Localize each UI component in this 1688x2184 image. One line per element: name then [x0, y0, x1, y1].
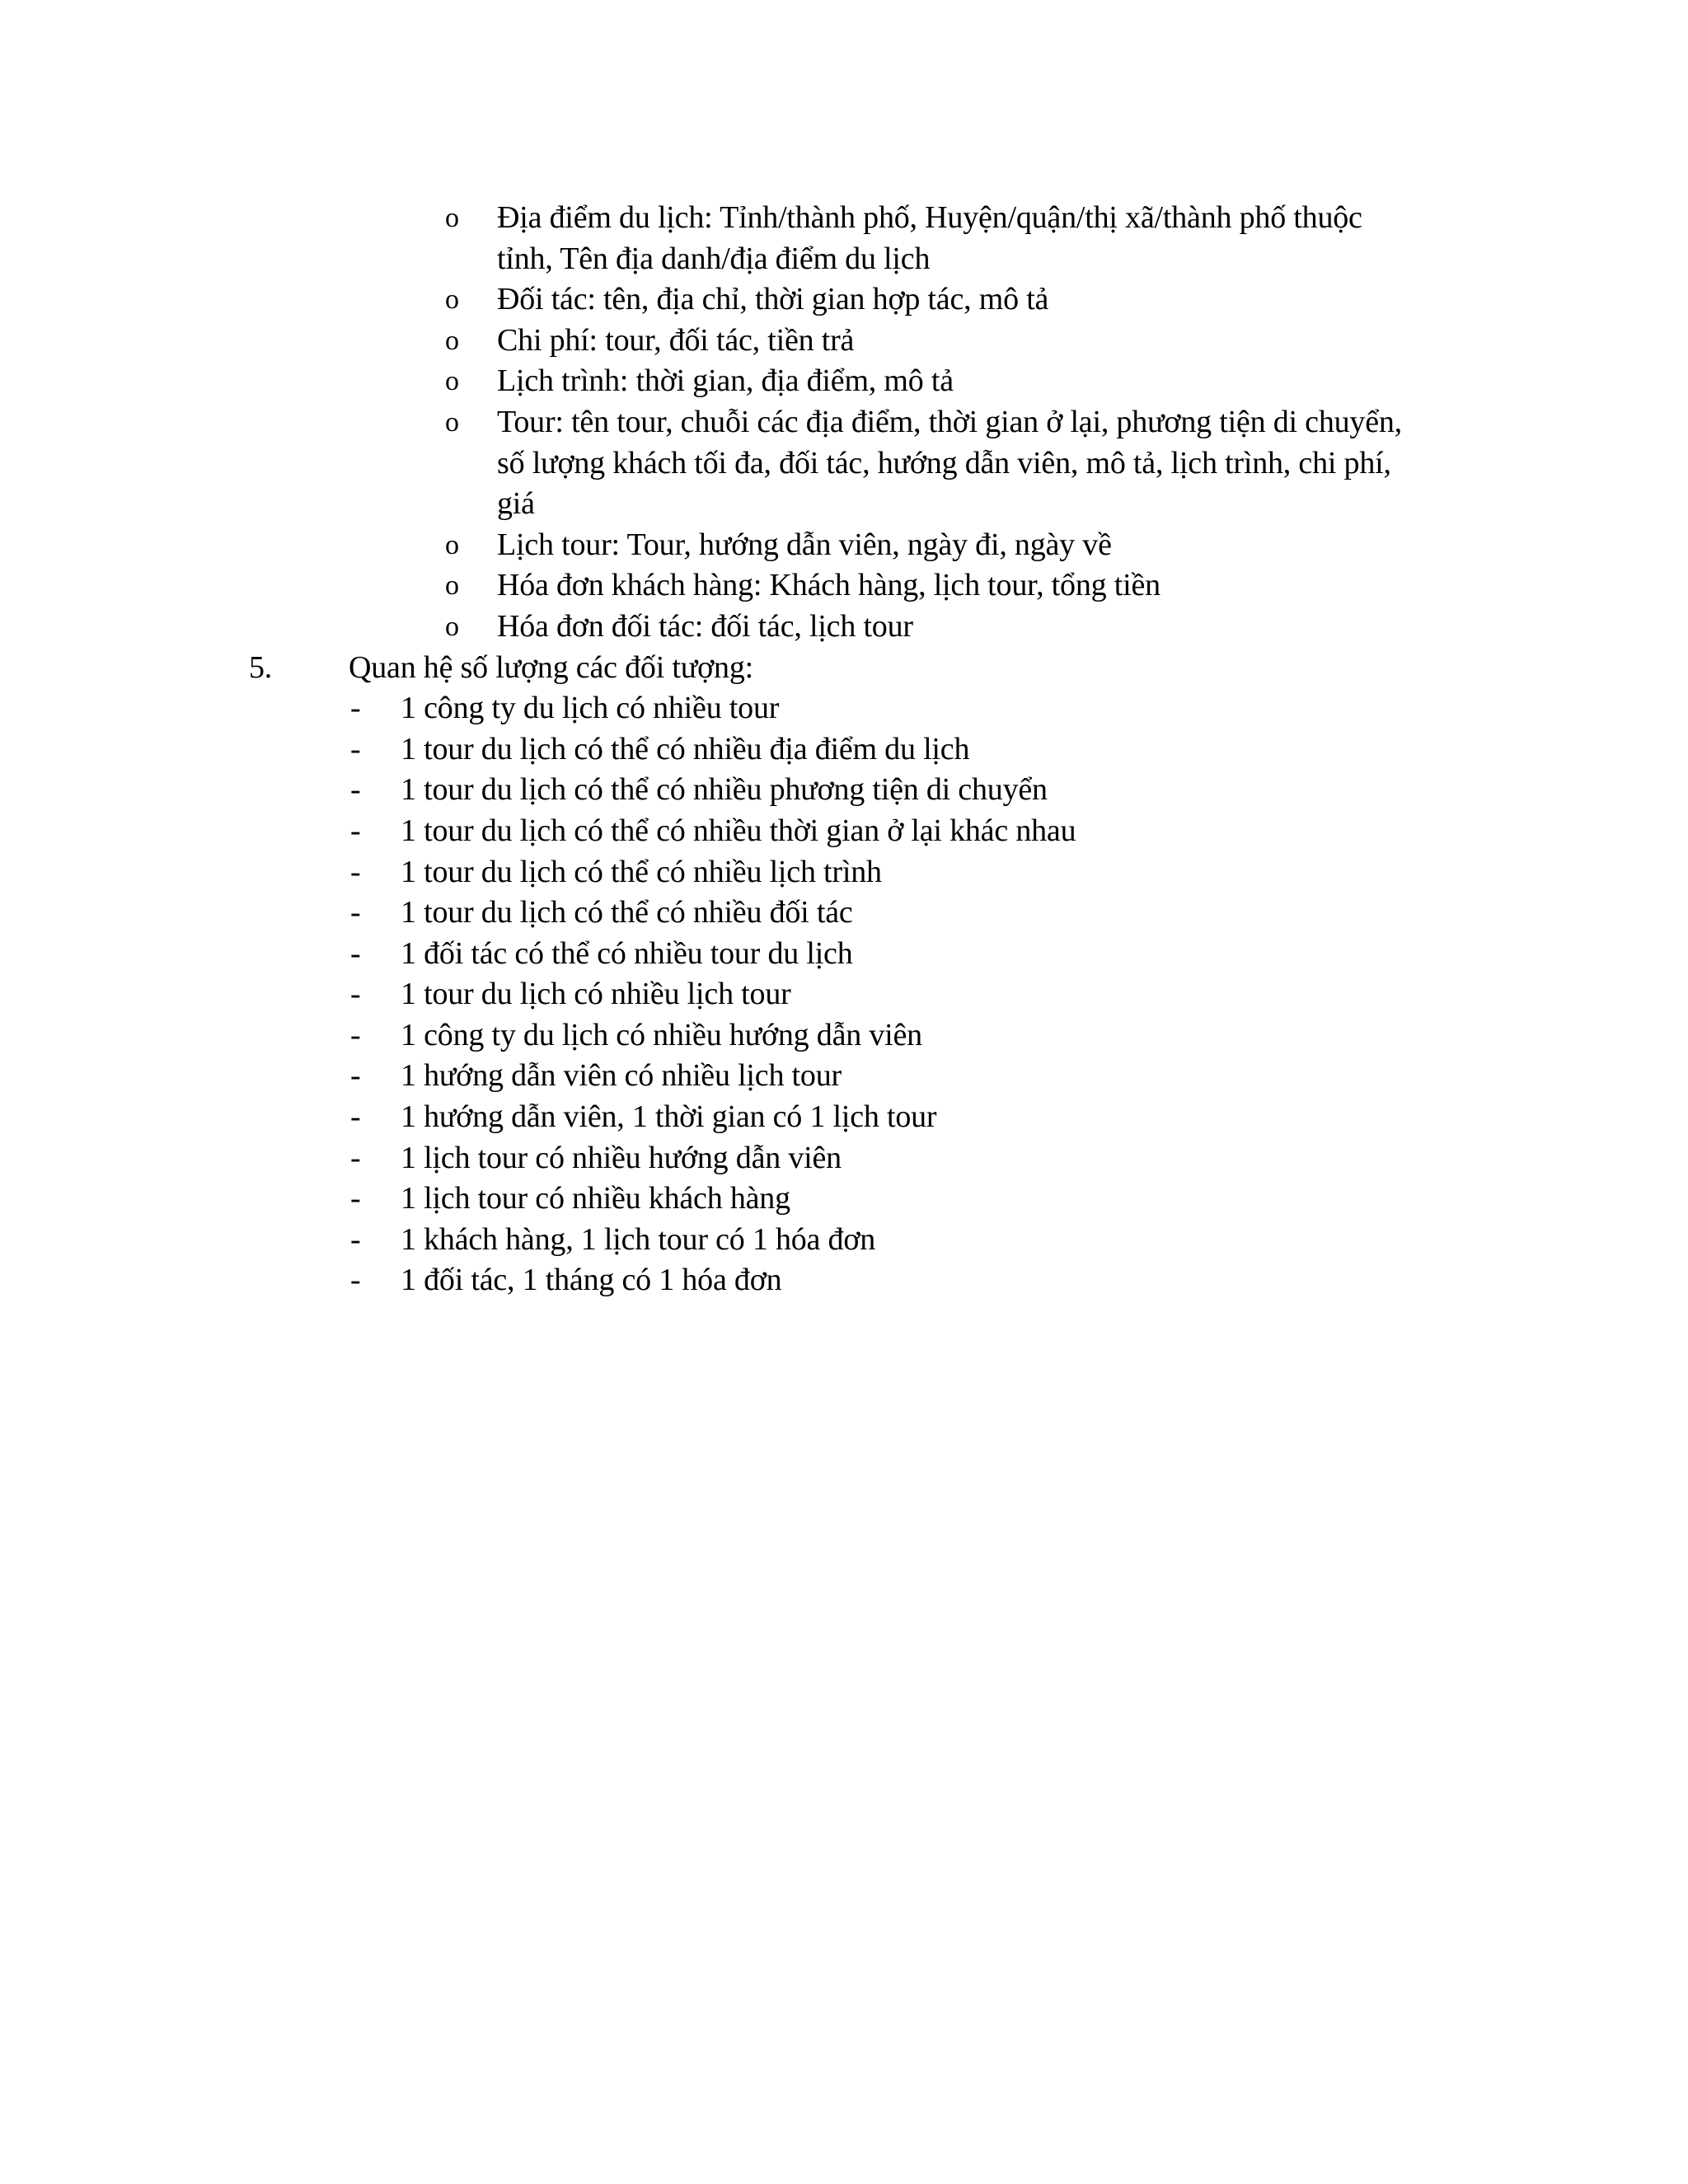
list-item: [0, 607, 1688, 648]
dash-bullet-icon: -: [350, 935, 361, 971]
list-item-text: 1 tour du lịch có nhiều lịch tour: [401, 977, 791, 1012]
list-item-text: 1 khách hàng, 1 lịch tour có 1 hóa đơn: [401, 1221, 876, 1257]
list-item-text: Tour: tên tour, chuỗi các địa điểm, thời gian ở lại, phương tiện di chuyển,: [497, 404, 1402, 439]
dash-bullet-icon: -: [350, 731, 361, 766]
list-item: [0, 1260, 1688, 1301]
circle-bullet-icon: o: [445, 611, 459, 642]
list-item-text: Lịch trình: thời gian, địa điểm, mô tả: [497, 363, 954, 399]
list-item: [0, 1056, 1688, 1097]
circle-bullet-icon: o: [445, 529, 459, 560]
dash-bullet-icon: -: [350, 895, 361, 930]
list-item: [0, 361, 1688, 402]
list-item: [0, 770, 1688, 811]
list-item-text: Hóa đơn khách hàng: Khách hàng, lịch tour, tổng tiền: [497, 568, 1160, 603]
list-item-text: 1 đối tác có thể có nhiều tour du lịch: [401, 935, 853, 971]
list-item: [0, 1138, 1688, 1179]
circle-bullet-icon: o: [445, 406, 459, 438]
list-item-text: 1 công ty du lịch có nhiều hướng dẫn viên: [401, 1017, 922, 1052]
list-item: [0, 934, 1688, 975]
list-item: [0, 1220, 1688, 1261]
circle-bullet-icon: o: [445, 570, 459, 602]
list-item: [0, 729, 1688, 771]
list-item-text: Chi phí: tour, đối tác, tiền trả: [497, 322, 855, 358]
section-title: Quan hệ số lượng các đối tượng:: [349, 649, 753, 685]
list-item-continuation: [0, 484, 1688, 525]
section-heading: [0, 648, 1688, 689]
list-item-text: 1 đối tác, 1 tháng có 1 hóa đơn: [401, 1263, 782, 1298]
dash-bullet-icon: -: [350, 1017, 361, 1052]
dash-bullet-icon: -: [350, 1221, 361, 1257]
list-item-text: 1 công ty du lịch có nhiều tour: [401, 691, 780, 726]
document-body: [0, 198, 1688, 1301]
list-item-text: 1 hướng dẫn viên, 1 thời gian có 1 lịch tour: [401, 1099, 937, 1135]
list-item-text: 1 tour du lịch có thể có nhiều thời gian ở lại khác nhau: [401, 813, 1076, 848]
list-item: [0, 688, 1688, 729]
list-item-text: Địa điểm du lịch: Tỉnh/thành phố, Huyện/quận/thị xã/thành phố thuộc: [497, 200, 1362, 235]
dash-bullet-icon: -: [350, 813, 361, 848]
list-item: [0, 198, 1688, 239]
list-item-continuation: [0, 443, 1688, 485]
dash-bullet-icon: -: [350, 1099, 361, 1135]
list-item-text: 1 tour du lịch có thể có nhiều phương tiện di chuyển: [401, 772, 1048, 808]
list-item-text: Đối tác: tên, địa chỉ, thời gian hợp tác, mô tả: [497, 282, 1049, 317]
list-item-text: Lịch tour: Tour, hướng dẫn viên, ngày đi, ngày về: [497, 527, 1112, 562]
dash-bullet-icon: -: [350, 977, 361, 1012]
dash-bullet-icon: -: [350, 691, 361, 726]
list-item-continuation: [0, 239, 1688, 280]
list-item: [0, 565, 1688, 607]
dash-bullet-icon: -: [350, 1263, 361, 1298]
relationship-list: [0, 688, 1688, 1301]
circle-bullet-icon: o: [445, 284, 459, 316]
circle-bullet-icon: o: [445, 203, 459, 233]
circle-bullet-icon: o: [445, 325, 459, 356]
list-item-text: số lượng khách tối đa, đối tác, hướng dẫn viên, mô tả, lịch trình, chi phí,: [497, 445, 1391, 480]
list-item-text: 1 hướng dẫn viên có nhiều lịch tour: [401, 1058, 842, 1094]
list-item: [0, 852, 1688, 893]
list-item: [0, 1179, 1688, 1220]
list-item-text: 1 tour du lịch có thể có nhiều lịch trình: [401, 854, 882, 889]
list-item-text: 1 lịch tour có nhiều hướng dẫn viên: [401, 1140, 842, 1175]
dash-bullet-icon: -: [350, 1058, 361, 1094]
list-item: [0, 321, 1688, 362]
list-item-text: 1 lịch tour có nhiều khách hàng: [401, 1181, 790, 1216]
circle-bullet-icon: o: [445, 366, 459, 397]
list-item: [0, 1097, 1688, 1138]
dash-bullet-icon: -: [350, 1140, 361, 1175]
list-item-text: giá: [497, 486, 535, 522]
dash-bullet-icon: -: [350, 1181, 361, 1216]
list-item: [0, 279, 1688, 321]
dash-bullet-icon: -: [350, 854, 361, 889]
list-item: [0, 1015, 1688, 1057]
list-item-text: 1 tour du lịch có thể có nhiều địa điểm du lịch: [401, 731, 970, 766]
list-item: [0, 525, 1688, 566]
list-item: [0, 402, 1688, 443]
list-item-text: tỉnh, Tên địa danh/địa điểm du lịch: [497, 241, 931, 276]
list-item: [0, 974, 1688, 1015]
section-number: 5.: [249, 649, 273, 685]
attribute-list: [0, 198, 1688, 648]
dash-bullet-icon: -: [350, 772, 361, 808]
list-item: [0, 811, 1688, 852]
list-item: [0, 893, 1688, 934]
list-item-text: 1 tour du lịch có thể có nhiều đối tác: [401, 895, 853, 930]
list-item-text: Hóa đơn đối tác: đối tác, lịch tour: [497, 608, 913, 644]
